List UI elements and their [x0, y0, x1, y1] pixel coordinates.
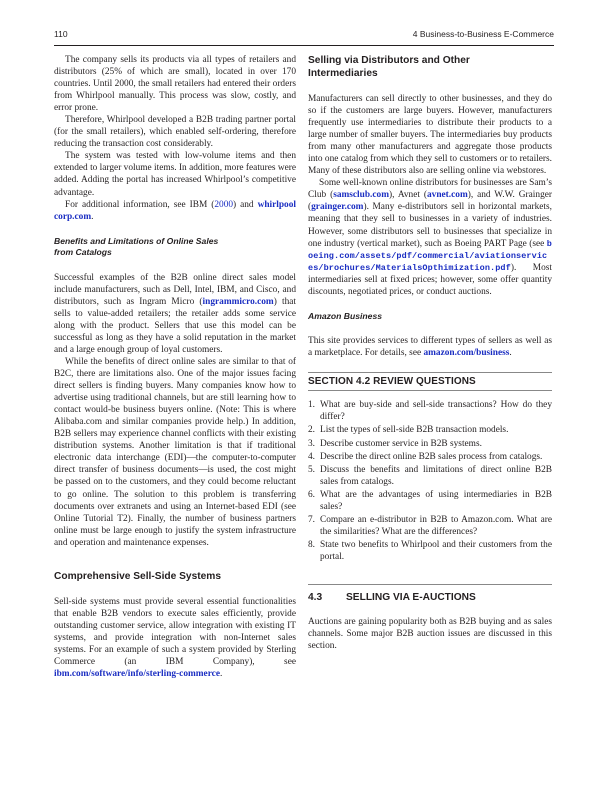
paragraph-online-distributors: Some well-known online distributors for businesses are Sam’s Club (samsclub.com), Avnet (avnet.com), and W.W. Grainger (grainger.com). Many e-distributors sell in horizontal markets, meaning that they sell to businesses in a variety of industries. However, some distributors sell to businesses that specialize in one industry (vertical market), such as Boeing PART Page (see boeing.com/assets/pdf/commercial/aviationservices/brochures/MaterialsOpthimization.pdf). Most intermediaries sell at fixed prices; however, some offer quantity discounts, negotiated prices, or conduct auctions.: [308, 178, 552, 297]
paragraph-manufacturers: Manufacturers can sell directly to other businesses, and they do so if the customers are large buyers. However, manufacturers frequently use intermediaries to distribute their products to a large number of smaller buyers. The intermediaries buy products from many other manufacturers and aggregate those products into one catalog from which they sell to customers or to retailers. Many of these distributors also are selling online via webstores.: [308, 94, 552, 177]
citation-link-ibm-2000[interactable]: 2000: [214, 199, 234, 210]
review-question: 5. Discuss the benefits and limitations of direct online B2B sales from catalogs.: [308, 464, 552, 487]
paragraph-whirlpool-intro: The company sells its products via all types of retailers and distributors (25% of which are small), located in over 170 countries. Until 2000, the small retailers had entered their orders from Whirlpool manually. This process was slow, costly, and error prone.: [54, 55, 296, 114]
page-number: 110: [54, 29, 68, 39]
review-question: 3. Describe customer service in B2B systems.: [308, 438, 482, 449]
paragraph-additional-info: For additional information, see IBM (2000) and whirlpool corp.com.: [54, 199, 296, 222]
paragraph-amazon-business: This site provides services to different types of sellers as well as a marketplace. For details, see amazon.com/business.: [308, 336, 552, 359]
review-questions-title: SECTION 4.2 REVIEW QUESTIONS: [308, 372, 552, 391]
right-column: [308, 54, 552, 652]
heading-selling-via-distributors: Selling via Distributors and Other Intermediaries: [308, 55, 470, 79]
review-questions-list: [308, 399, 552, 563]
review-question: 2. List the types of sell-side B2B transaction models.: [308, 425, 509, 436]
link-samsclub[interactable]: samsclub.com: [333, 190, 389, 201]
paragraph-limitations: While the benefits of direct online sales are similar to that of B2C, there are limitations also. One of the major issues facing direct sellers is finding buyers. Many companies know how to advertise using traditional channels, but are still learning how to contact would-be business buyers online. (Note: This is where Alibaba.com and similar companies provide help.) In addition, B2B sellers may experience channel conflicts with their existing distribution systems. Another limitation is that if traditional electronic data interchange (EDI)—the computer-to-computer direct transfer of business documents—is used, the cost might be passed on to the customers, and they could become reluctant to go online. The solution to this problem is transferring documents over extranets and using an Internet-based EDI (see Online Tutorial T2). Finally, the number of business partners online must be large enough to justify the system infrastructure and operation and maintenance expenses.: [54, 356, 296, 548]
paragraph-whirlpool-portal: Therefore, Whirlpool developed a B2B trading partner portal (for the small retailers), which enabled self-ordering, therefore reducing the transaction cost considerably.: [54, 115, 296, 150]
header-rule: [54, 45, 554, 46]
link-ingrammicro[interactable]: ingrammicro.com: [202, 296, 274, 307]
paragraph-auctions-intro: Auctions are gaining popularity both as B2B buying and as sales channels. Some major B2B auction issues are discussed in this section.: [308, 617, 552, 652]
review-question: 7. Compare an e-distributor in B2B to Amazon.com. What are the similarities? What are the differences?: [308, 514, 552, 537]
paragraph-whirlpool-testing: The system was tested with low-volume items and then extended to larger volume items. In addition, more features were added. Adding the portal has increased Whirlpool’s competitive advantage.: [54, 151, 296, 198]
review-question: 1. What are buy-side and sell-side transactions? How do they differ?: [308, 400, 552, 423]
link-ibm-sterling[interactable]: ibm.com/software/info/sterling-commerce: [54, 669, 220, 680]
heading-comprehensive-sell-side: Comprehensive Sell-Side Systems: [54, 570, 222, 582]
review-question: 4. Describe the direct online B2B sales process from catalogs.: [308, 451, 543, 462]
running-header: [54, 29, 554, 43]
review-question: 8. State two benefits to Whirlpool and their customers from the portal.: [308, 539, 552, 562]
heading-amazon-business: Amazon Business: [308, 310, 383, 321]
link-boeing-pdf[interactable]: boeing.com/assets/pdf/commercial/aviationservices/brochures/MaterialsOpthimization.pdf: [308, 238, 552, 273]
paragraph-sell-side-systems: Sell-side systems must provide several essential functionalities that enable B2B vendors to execute sales efficiently, provide outstanding customer service, allow integration with existing IT systems, and provide integration with non-Internet sales systems. For an example of such a system provided by Sterling Commerce (an IBM Company), see ibm.com/software/info/sterling-commerce.: [54, 596, 296, 680]
chapter-title: 4 Business-to-Business E-Commerce: [412, 29, 554, 39]
link-avnet[interactable]: avnet.com: [426, 190, 468, 201]
link-whirlpoolcorp[interactable]: whirlpool corp.com: [54, 199, 296, 222]
heading-benefits-limitations: Benefits and Limitations of Online Sales from Catalogs: [54, 235, 219, 258]
section-4-3-heading: 4.3 SELLING VIA E-AUCTIONS: [308, 584, 552, 603]
paragraph-successful-examples: Successful examples of the B2B online direct sales model include manufacturers, such as Dell, Intel, IBM, and Cisco, and distributors, such as Ingram Micro (ingrammicro.com) that sells to value-added retailers; the retailer adds some service along with the product. Sellers that use this model can be successful as long as they have a solid reputation in the market and a large enough group of loyal customers.: [54, 272, 296, 355]
review-question: 6. What are the advantages of using intermediaries in B2B sales?: [308, 489, 552, 512]
link-grainger[interactable]: grainger.com: [311, 202, 364, 213]
left-column: [54, 54, 296, 680]
link-amazon-business[interactable]: amazon.com/business: [423, 348, 510, 359]
